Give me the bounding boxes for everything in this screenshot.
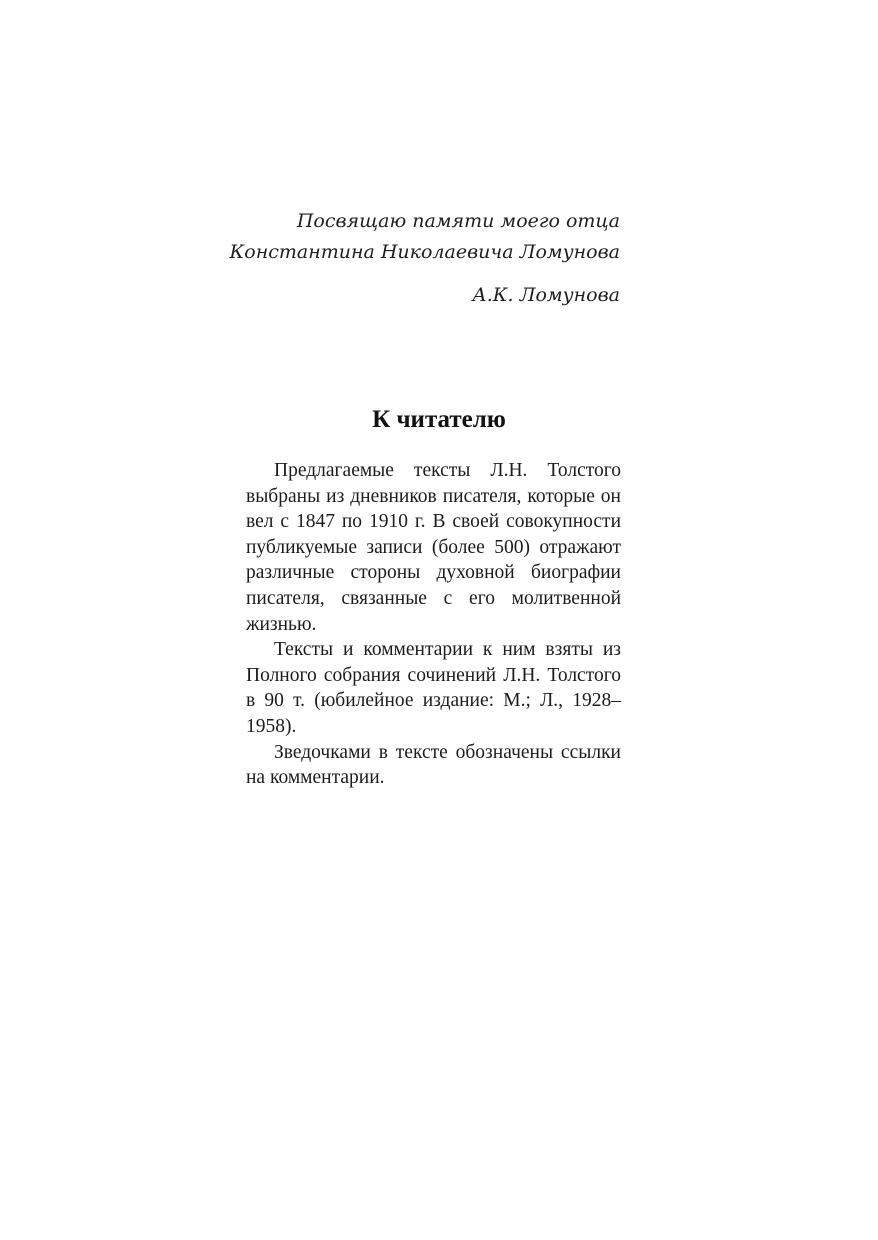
dedication-block bbox=[230, 206, 620, 311]
dedication-signature: А.К. Ломунова bbox=[472, 284, 620, 306]
dedication-line-1: Посвящаю памяти моего отца bbox=[296, 210, 620, 232]
paragraph: Зведочками в тексте обозначены ссылки на комментарии. bbox=[246, 741, 621, 789]
body-text bbox=[246, 458, 621, 791]
paragraph: Тексты и комментарии к ним взяты из Полного собрания сочинений Л.Н. Толстого в 90 т. (юбилейное издание: М.; Л., 1928–1958). bbox=[246, 639, 621, 737]
dedication-line-2: Константина Николаевича Ломунова bbox=[229, 241, 620, 263]
section-heading: К читателю bbox=[372, 406, 506, 433]
paragraph: Предлагаемые тексты Л.Н. Толстого выбраны из дневников писателя, которые он вел с 1847 по 1910 г. В своей совокупности публикуемые записи (более 500) отражают различные стороны духовной биографии писателя, связанные с его молитвенной жизнью. bbox=[246, 460, 621, 635]
